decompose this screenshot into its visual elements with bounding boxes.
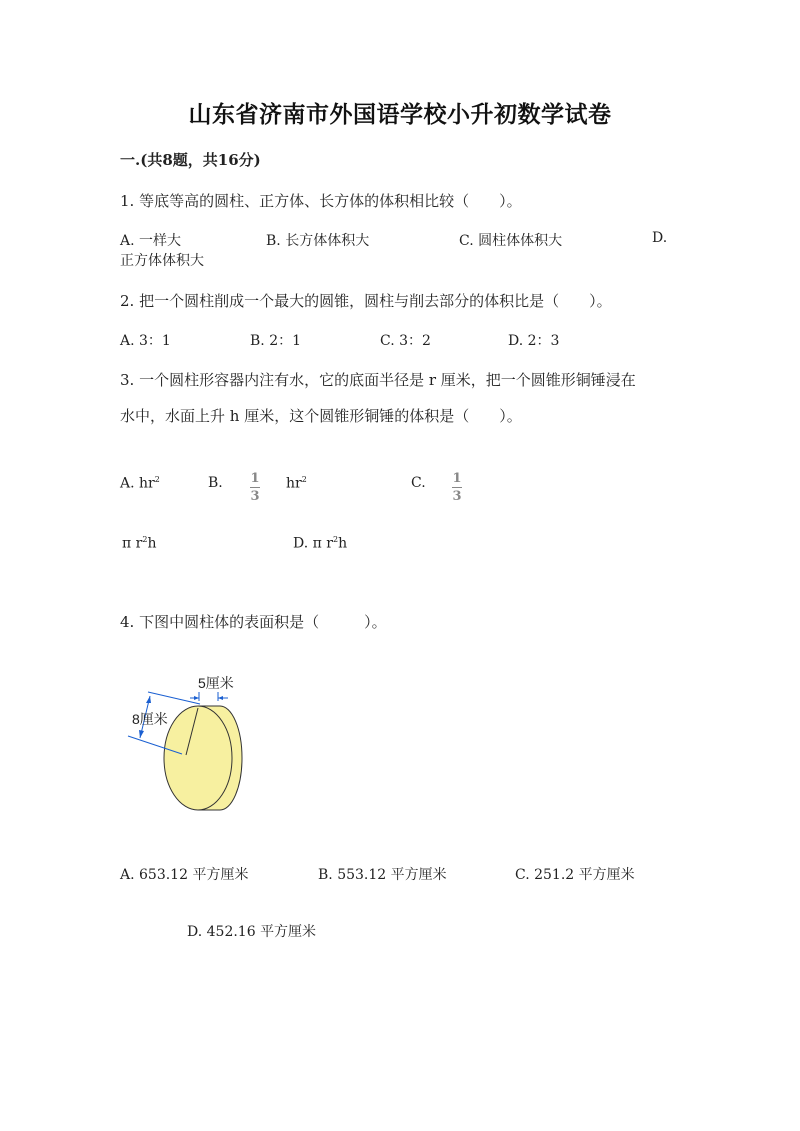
q2-option-c[interactable]: C. 3：2	[380, 333, 431, 349]
q3-option-b-denominator: 3	[250, 489, 260, 504]
section-heading: 一.(共8题，共16分)	[120, 151, 261, 169]
q3-option-c-numerator: 1	[452, 471, 462, 486]
fraction-bar	[452, 487, 462, 488]
question-3-stem-line-1: 3. 一个圆柱形容器内注有水，它的底面半径是 r 厘米，把一个圆锥形铜锤浸在	[120, 371, 636, 389]
q4-option-d[interactable]: D. 452.16 平方厘米	[187, 924, 317, 940]
q3-option-d-h: h	[338, 535, 348, 552]
q4-option-c[interactable]: C. 251.2 平方厘米	[515, 867, 635, 883]
height-arrow-bottom	[139, 730, 144, 738]
q2-option-a[interactable]: A. 3：1	[120, 333, 171, 349]
q4-option-b[interactable]: B. 553.12 平方厘米	[318, 867, 447, 883]
question-3-stem-line-2: 水中，水面上升 h 厘米，这个圆锥形铜锤的体积是（ ）。	[120, 407, 522, 425]
q3-option-c-continuation	[122, 535, 156, 552]
label-height: 8厘米	[132, 711, 168, 727]
cylinder-front-face	[164, 706, 232, 810]
fraction-bar	[250, 487, 260, 488]
q3-option-c-denominator: 3	[452, 489, 462, 504]
q1-option-d-label[interactable]: D.	[652, 230, 668, 246]
q3-option-a-exponent: 2	[154, 475, 160, 484]
q3-option-b-exponent: 2	[301, 475, 307, 484]
q1-option-c[interactable]: C. 圆柱体体积大	[459, 233, 563, 249]
q3-option-b-numerator: 1	[250, 471, 260, 486]
arrow-head-left	[218, 696, 223, 700]
q3-option-b-fraction	[250, 467, 260, 504]
q3-option-d-exponent: 2	[332, 535, 339, 544]
q3-option-d-text: D. π r	[293, 535, 333, 552]
cylinder-diagram	[120, 668, 260, 818]
q3-option-c-fraction	[452, 467, 462, 504]
q1-option-b[interactable]: B. 长方体体积大	[266, 233, 370, 249]
q3-option-b-text: hr	[286, 475, 302, 492]
question-4-stem: 4. 下图中圆柱体的表面积是（ ）。	[120, 613, 387, 631]
q3-option-b-label[interactable]: B.	[208, 475, 223, 491]
q3-option-c-pi-r: π r	[122, 535, 143, 552]
q3-option-b-expression	[286, 475, 307, 492]
page-title: 山东省济南市外国语学校小升初数学试卷	[188, 101, 612, 128]
q4-option-a[interactable]: A. 653.12 平方厘米	[120, 867, 249, 883]
label-diameter: 5厘米	[198, 675, 234, 691]
q3-option-a[interactable]	[120, 475, 160, 492]
question-2-stem: 2. 把一个圆柱削成一个最大的圆锥，圆柱与削去部分的体积比是（ ）。	[120, 292, 612, 310]
arrow-head-right	[194, 696, 199, 700]
q3-option-c-h: h	[147, 535, 157, 552]
question-1-stem: 1. 等底等高的圆柱、正方体、长方体的体积相比较（ ）。	[120, 192, 522, 210]
q1-option-a[interactable]: A. 一样大	[120, 233, 182, 249]
q3-option-a-text: A. hr	[120, 475, 155, 492]
q3-option-c-label[interactable]: C.	[411, 475, 426, 491]
q1-option-d-text[interactable]: 正方体体积大	[120, 253, 204, 269]
q3-option-c-exponent: 2	[142, 535, 148, 544]
q2-option-d[interactable]: D. 2：3	[508, 333, 560, 349]
cylinder-figure	[120, 668, 260, 822]
q3-option-d[interactable]	[293, 535, 347, 552]
q2-option-b[interactable]: B. 2：1	[250, 333, 302, 349]
